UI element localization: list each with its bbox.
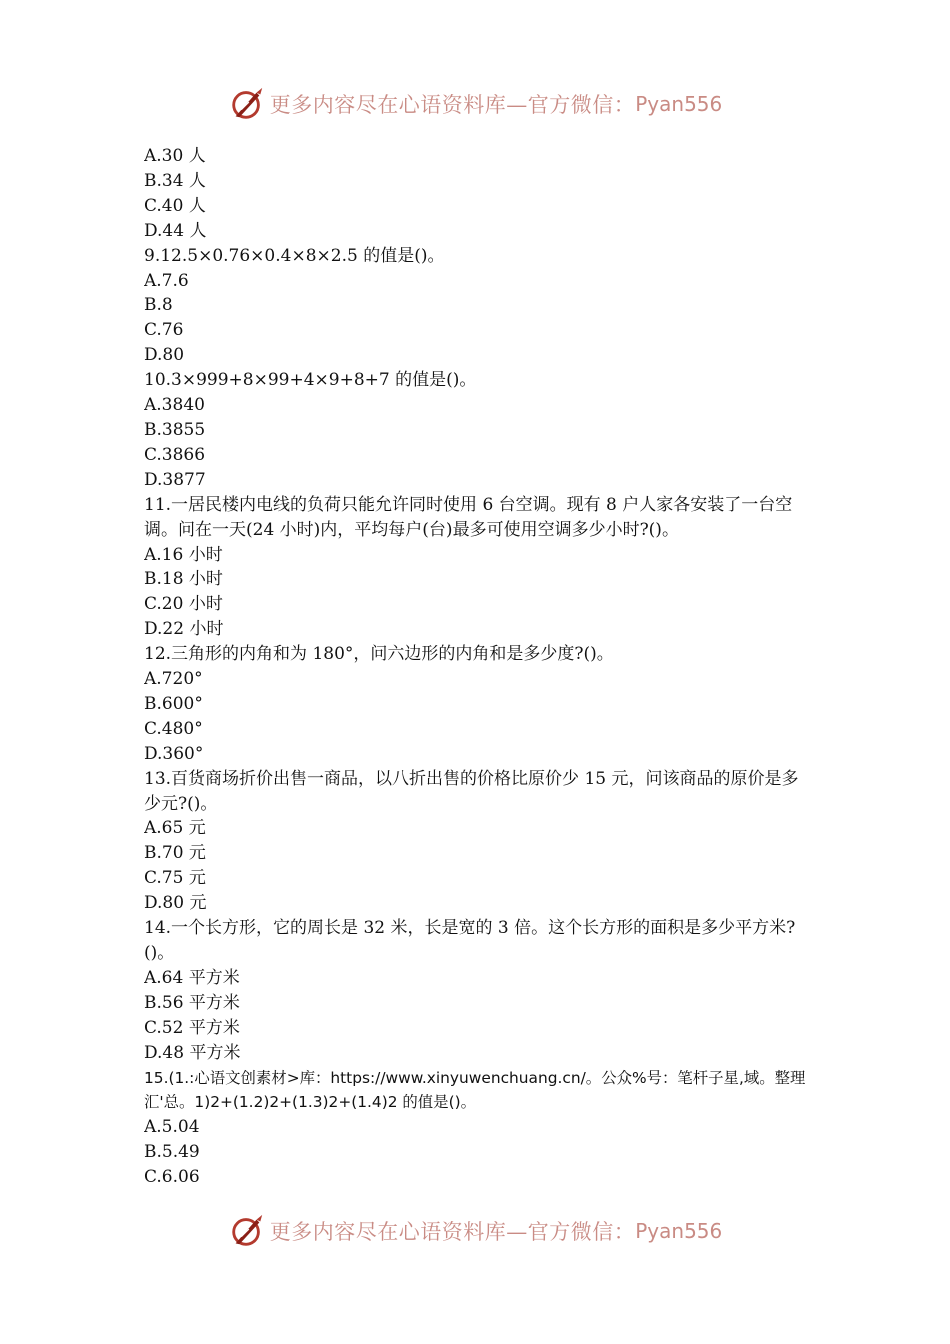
question-11: 11.一居民楼内电线的负荷只能允许同时使用 6 台空调。现有 8 户人家各安装了一台空调。问在一天(24 小时)内，平均每户(台)最多可使用空调多少小时?()。: [144, 494, 793, 540]
option-line: A.30 人: [144, 146, 206, 166]
option-line: A.16 小时: [144, 544, 223, 565]
option-line: D.48 平方米: [144, 1042, 241, 1063]
option-line: A.65 元: [144, 818, 206, 839]
question-13: 13.百货商场折价出售一商品，以八折出售的价格比原价少 15 元，问该商品的原价是多少元?()。: [144, 768, 799, 814]
option-line: A.64 平方米: [144, 967, 240, 988]
option-line: A.7.6: [144, 270, 189, 291]
option-line: D.80 元: [144, 893, 207, 914]
option-line: D.22 小时: [144, 619, 224, 640]
document-body: [144, 144, 810, 1190]
banner-text: 更多内容尽在心语资料库—官方微信：: [269, 93, 636, 117]
option-line: C.20 小时: [144, 594, 223, 615]
option-line: C.76: [144, 320, 184, 341]
option-line: D.80: [144, 345, 185, 366]
option-line: B.600°: [144, 693, 203, 714]
option-line: A.3840: [144, 395, 205, 416]
option-line: B.3855: [144, 419, 206, 440]
question-9: 9.12.5×0.76×0.4×8×2.5 的值是()。: [144, 245, 445, 266]
header-banner: [0, 82, 950, 126]
option-line: C.75 元: [144, 868, 206, 889]
option-line: A.720°: [144, 669, 203, 690]
quill-logo-icon: [228, 1212, 266, 1250]
option-line: C.480°: [144, 718, 203, 739]
option-line: A.5.04: [144, 1117, 200, 1138]
option-line: C.3866: [144, 444, 206, 465]
banner-wechat-id: Pyan556: [635, 92, 723, 116]
question-10: 10.3×999+8×99+4×9+8+7 的值是()。: [144, 370, 477, 391]
banner-wechat-id: Pyan556: [635, 1219, 723, 1243]
quill-logo-icon: [228, 85, 266, 123]
option-line: B.70 元: [144, 843, 206, 864]
option-line: C.6.06: [144, 1167, 200, 1188]
option-line: B.34 人: [144, 170, 206, 191]
footer-banner: [0, 1209, 950, 1253]
option-line: B.5.49: [144, 1142, 200, 1163]
option-line: B.8: [144, 295, 173, 316]
option-line: B.18 小时: [144, 569, 223, 590]
option-line: D.44 人: [144, 220, 207, 241]
question-14: 14.一个长方形，它的周长是 32 米，长是宽的 3 倍。这个长方形的面积是多少平方米?()。: [144, 918, 796, 963]
option-line: B.56 平方米: [144, 992, 240, 1013]
option-line: C.52 平方米: [144, 1017, 240, 1038]
option-line: C.40 人: [144, 195, 206, 216]
option-line: D.3877: [144, 469, 206, 490]
question-12: 12.三角形的内角和为 180°，问六边形的内角和是多少度?()。: [144, 644, 614, 665]
question-15: 15.(1.:心语文创素材>库：https://www.xinyuwenchuang.cn/。公众%号：笔杆子星,域。整理汇'总。1)2+(1.2)2+(1.3)2+(1.4)2 的值是()。: [144, 1068, 806, 1112]
option-line: D.360°: [144, 743, 204, 764]
banner-text: 更多内容尽在心语资料库—官方微信：: [269, 1220, 636, 1244]
